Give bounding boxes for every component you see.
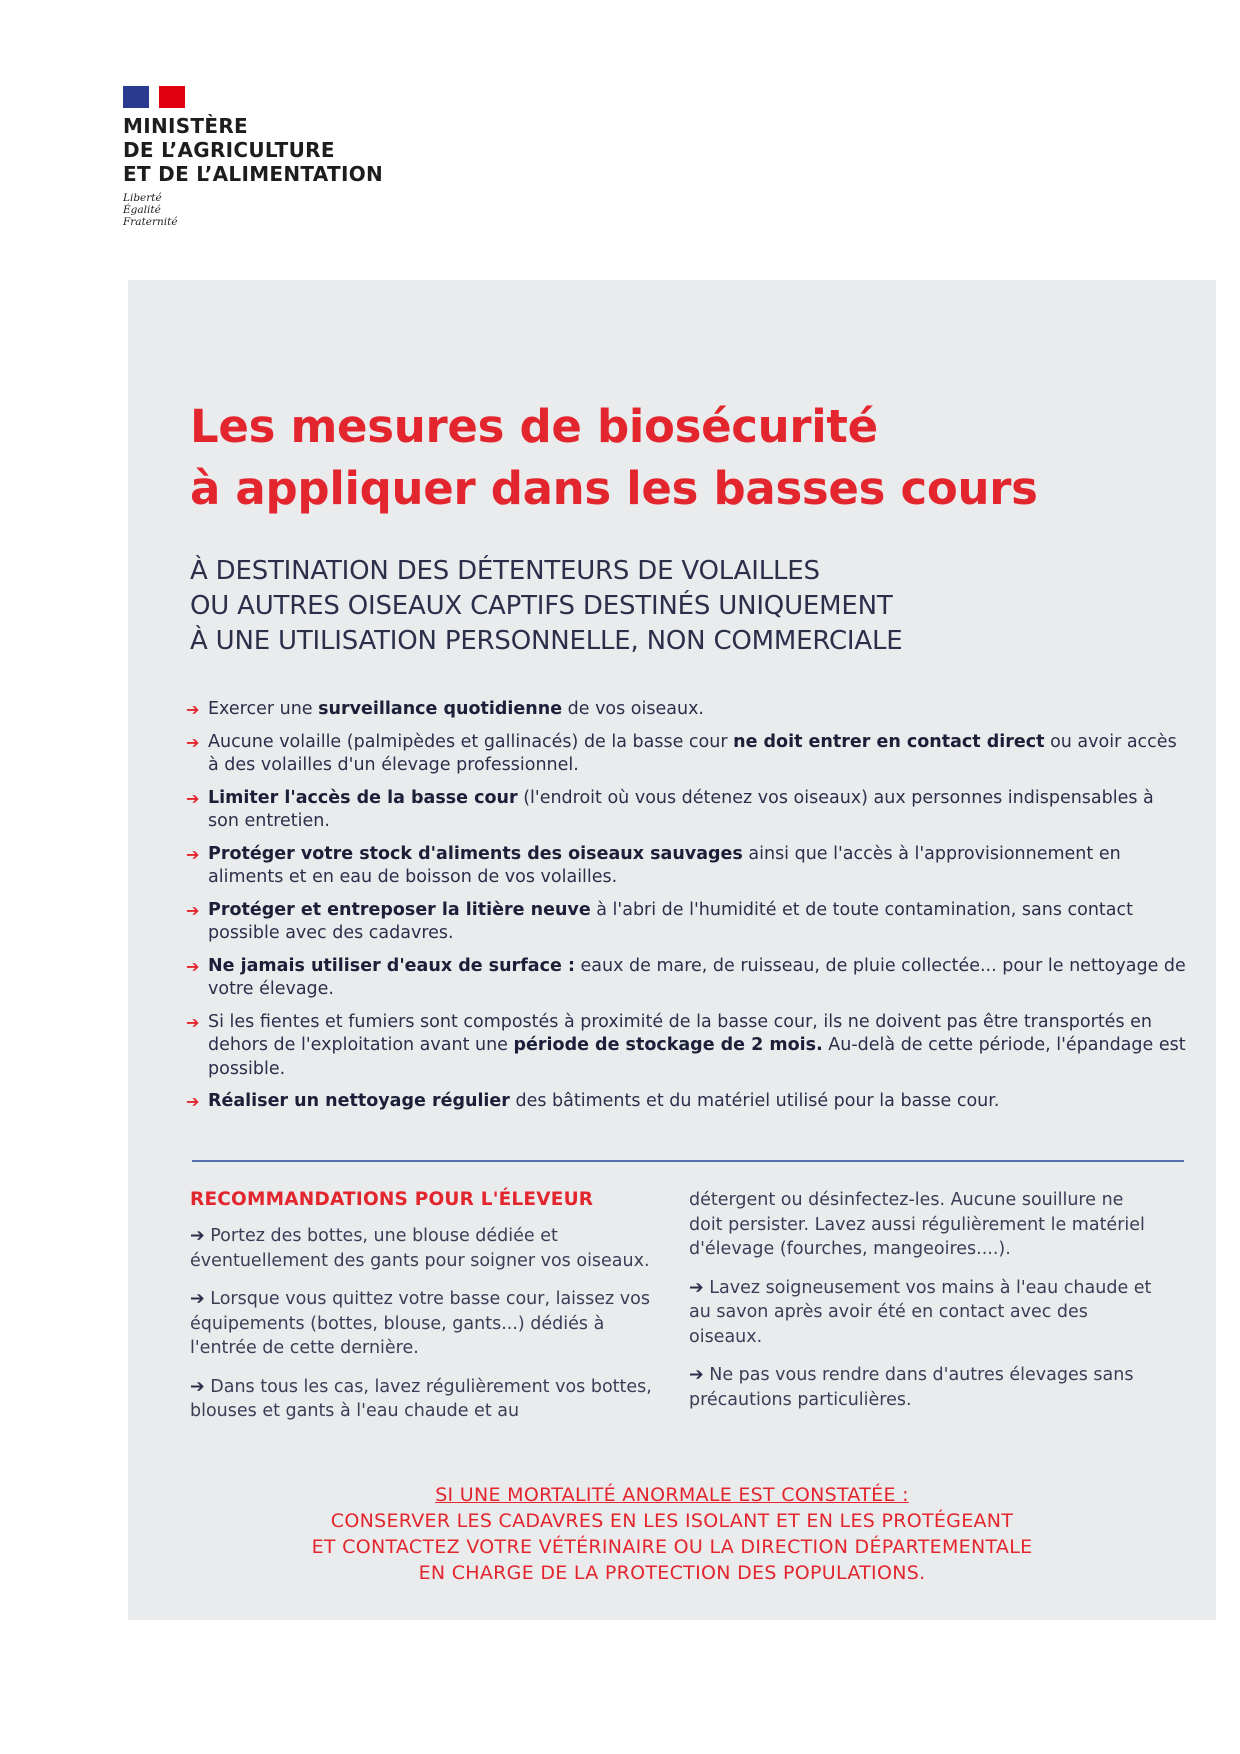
arrow-icon: ➔ (186, 700, 200, 719)
arrow-icon: ➔ (689, 1365, 704, 1385)
warning-line: ET CONTACTEZ VOTRE VÉTÉRINAIRE OU LA DIRECTION DÉPARTEMENTALE (311, 1536, 1033, 1558)
recommendation-continuation: détergent ou désinfectez-les. Aucune souillure ne doit persister. Lavez aussi régulièrement le matériel d'élevage (fourches, mangeoires....). (689, 1190, 1145, 1259)
measure-item: ➔ Si les fientes et fumiers sont compostés à proximité de la basse cour, ils ne doivent pas être transportés en dehors de l'exploitation avant une période de stockage de 2 mois. Au-delà de cette période, l'épandage est possible. (186, 1011, 1186, 1079)
recommendations-title: RECOMMANDATIONS POUR L'ÉLEVEUR (190, 1189, 594, 1210)
warning-heading: SI UNE MORTALITÉ ANORMALE EST CONSTATÉE : (435, 1484, 909, 1506)
subtitle-line: À UNE UTILISATION PERSONNELLE, NON COMMERCIALE (190, 626, 903, 656)
measure-emphasis: période de stockage de 2 mois. (513, 1035, 823, 1055)
recommendation-item: ➔ Portez des bottes, une blouse dédiée et éventuellement des gants pour soigner vos oiseaux. (190, 1226, 650, 1271)
motto-line: Égalité (123, 204, 161, 216)
french-flag-icon (123, 86, 185, 108)
measure-emphasis: Réaliser un nettoyage régulier (208, 1091, 510, 1111)
mortality-warning (168, 1482, 1176, 1586)
arrow-icon: ➔ (190, 1376, 205, 1397)
section-divider (192, 1160, 1184, 1162)
measure-item: ➔ Protéger votre stock d'aliments des oiseaux sauvages ainsi que l'accès à l'approvisionnement en aliments et en eau de boisson de vos volailles. (186, 843, 1121, 887)
measure-item: ➔ Protéger et entreposer la litière neuve à l'abri de l'humidité et de toute contamination, sans contact possible avec des cadavres. (186, 899, 1133, 943)
title-line: à appliquer dans les basses cours (190, 462, 1038, 515)
recommendation-item: ➔ Lorsque vous quittez votre basse cour, laissez vos équipements (bottes, blouse, gants...) dédiés à l'entrée de cette dernière. (190, 1289, 650, 1358)
recommendations-left-column (190, 1224, 658, 1438)
ministry-logo (123, 86, 383, 228)
warning-line: EN CHARGE DE LA PROTECTION DES POPULATIONS. (418, 1562, 926, 1584)
measure-emphasis: Protéger et entreposer la litière neuve (208, 899, 591, 920)
measure-emphasis: Ne jamais utiliser d'eaux de surface : (208, 955, 575, 976)
ministry-name (123, 114, 383, 186)
warning-line: CONSERVER LES CADAVRES EN LES ISOLANT ET EN LES PROTÉGEANT (330, 1510, 1014, 1532)
arrow-icon: ➔ (186, 788, 200, 808)
measure-item: ➔ Aucune volaille (palmipèdes et gallinacés) de la basse cour ne doit entrer en contact direct ou avoir accès à des volailles d'un élevage professionnel. (186, 731, 1177, 775)
motto-line: Fraternité (123, 216, 178, 228)
ministry-line: MINISTÈRE (123, 114, 248, 138)
recommendation-item: ➔ Lavez soigneusement vos mains à l'eau chaude et au savon après avoir été en contact avec des oiseaux. (689, 1277, 1152, 1347)
subtitle-line: OU AUTRES OISEAUX CAPTIFS DESTINÉS UNIQUEMENT (190, 591, 893, 621)
arrow-icon: ➔ (689, 1277, 704, 1298)
recommendations-right-column (689, 1188, 1157, 1426)
recommendation-item: ➔ Ne pas vous rendre dans d'autres élevages sans précautions particulières. (689, 1365, 1134, 1410)
page-title (190, 396, 1200, 520)
subtitle-line: À DESTINATION DES DÉTENTEURS DE VOLAILLES (190, 556, 820, 586)
recommendation-item: ➔ Dans tous les cas, lavez régulièrement vos bottes, blouses et gants à l'eau chaude et au (190, 1376, 652, 1421)
measure-item: ➔ Ne jamais utiliser d'eaux de surface : eaux de mare, de ruisseau, de pluie collectée... pour le nettoyage de votre élevage. (186, 955, 1186, 999)
measure-item: ➔ Réaliser un nettoyage régulier des bâtiments et du matériel utilisé pour la basse cour. (186, 1090, 1186, 1114)
arrow-icon: ➔ (186, 1012, 200, 1032)
measure-emphasis: ne doit entrer en contact direct (733, 731, 1045, 752)
measure-item: ➔ Limiter l'accès de la basse cour (l'endroit où vous détenez vos oiseaux) aux personnes indispensables à son entretien. (186, 787, 1154, 831)
arrow-icon: ➔ (186, 956, 200, 976)
arrow-icon: ➔ (186, 1092, 200, 1111)
motto-line: Liberté (123, 192, 162, 204)
republic-motto (123, 192, 383, 228)
arrow-icon: ➔ (190, 1289, 205, 1309)
page-subtitle (190, 554, 1200, 659)
title-line: Les mesures de biosécurité (190, 400, 878, 453)
arrow-icon: ➔ (190, 1226, 205, 1246)
measure-emphasis: surveillance quotidienne (318, 699, 563, 719)
content-panel (128, 280, 1216, 1620)
measures-list (186, 698, 1186, 1123)
measure-item: ➔ Exercer une surveillance quotidienne de vos oiseaux. (186, 698, 1186, 722)
arrow-icon: ➔ (186, 900, 200, 920)
measure-emphasis: Protéger votre stock d'aliments des oiseaux sauvages (208, 843, 743, 864)
arrow-icon: ➔ (186, 732, 200, 752)
ministry-line: DE L’AGRICULTURE (123, 138, 335, 162)
ministry-line: ET DE L’ALIMENTATION (123, 162, 384, 186)
arrow-icon: ➔ (186, 844, 200, 864)
measure-emphasis: Limiter l'accès de la basse cour (208, 787, 518, 808)
